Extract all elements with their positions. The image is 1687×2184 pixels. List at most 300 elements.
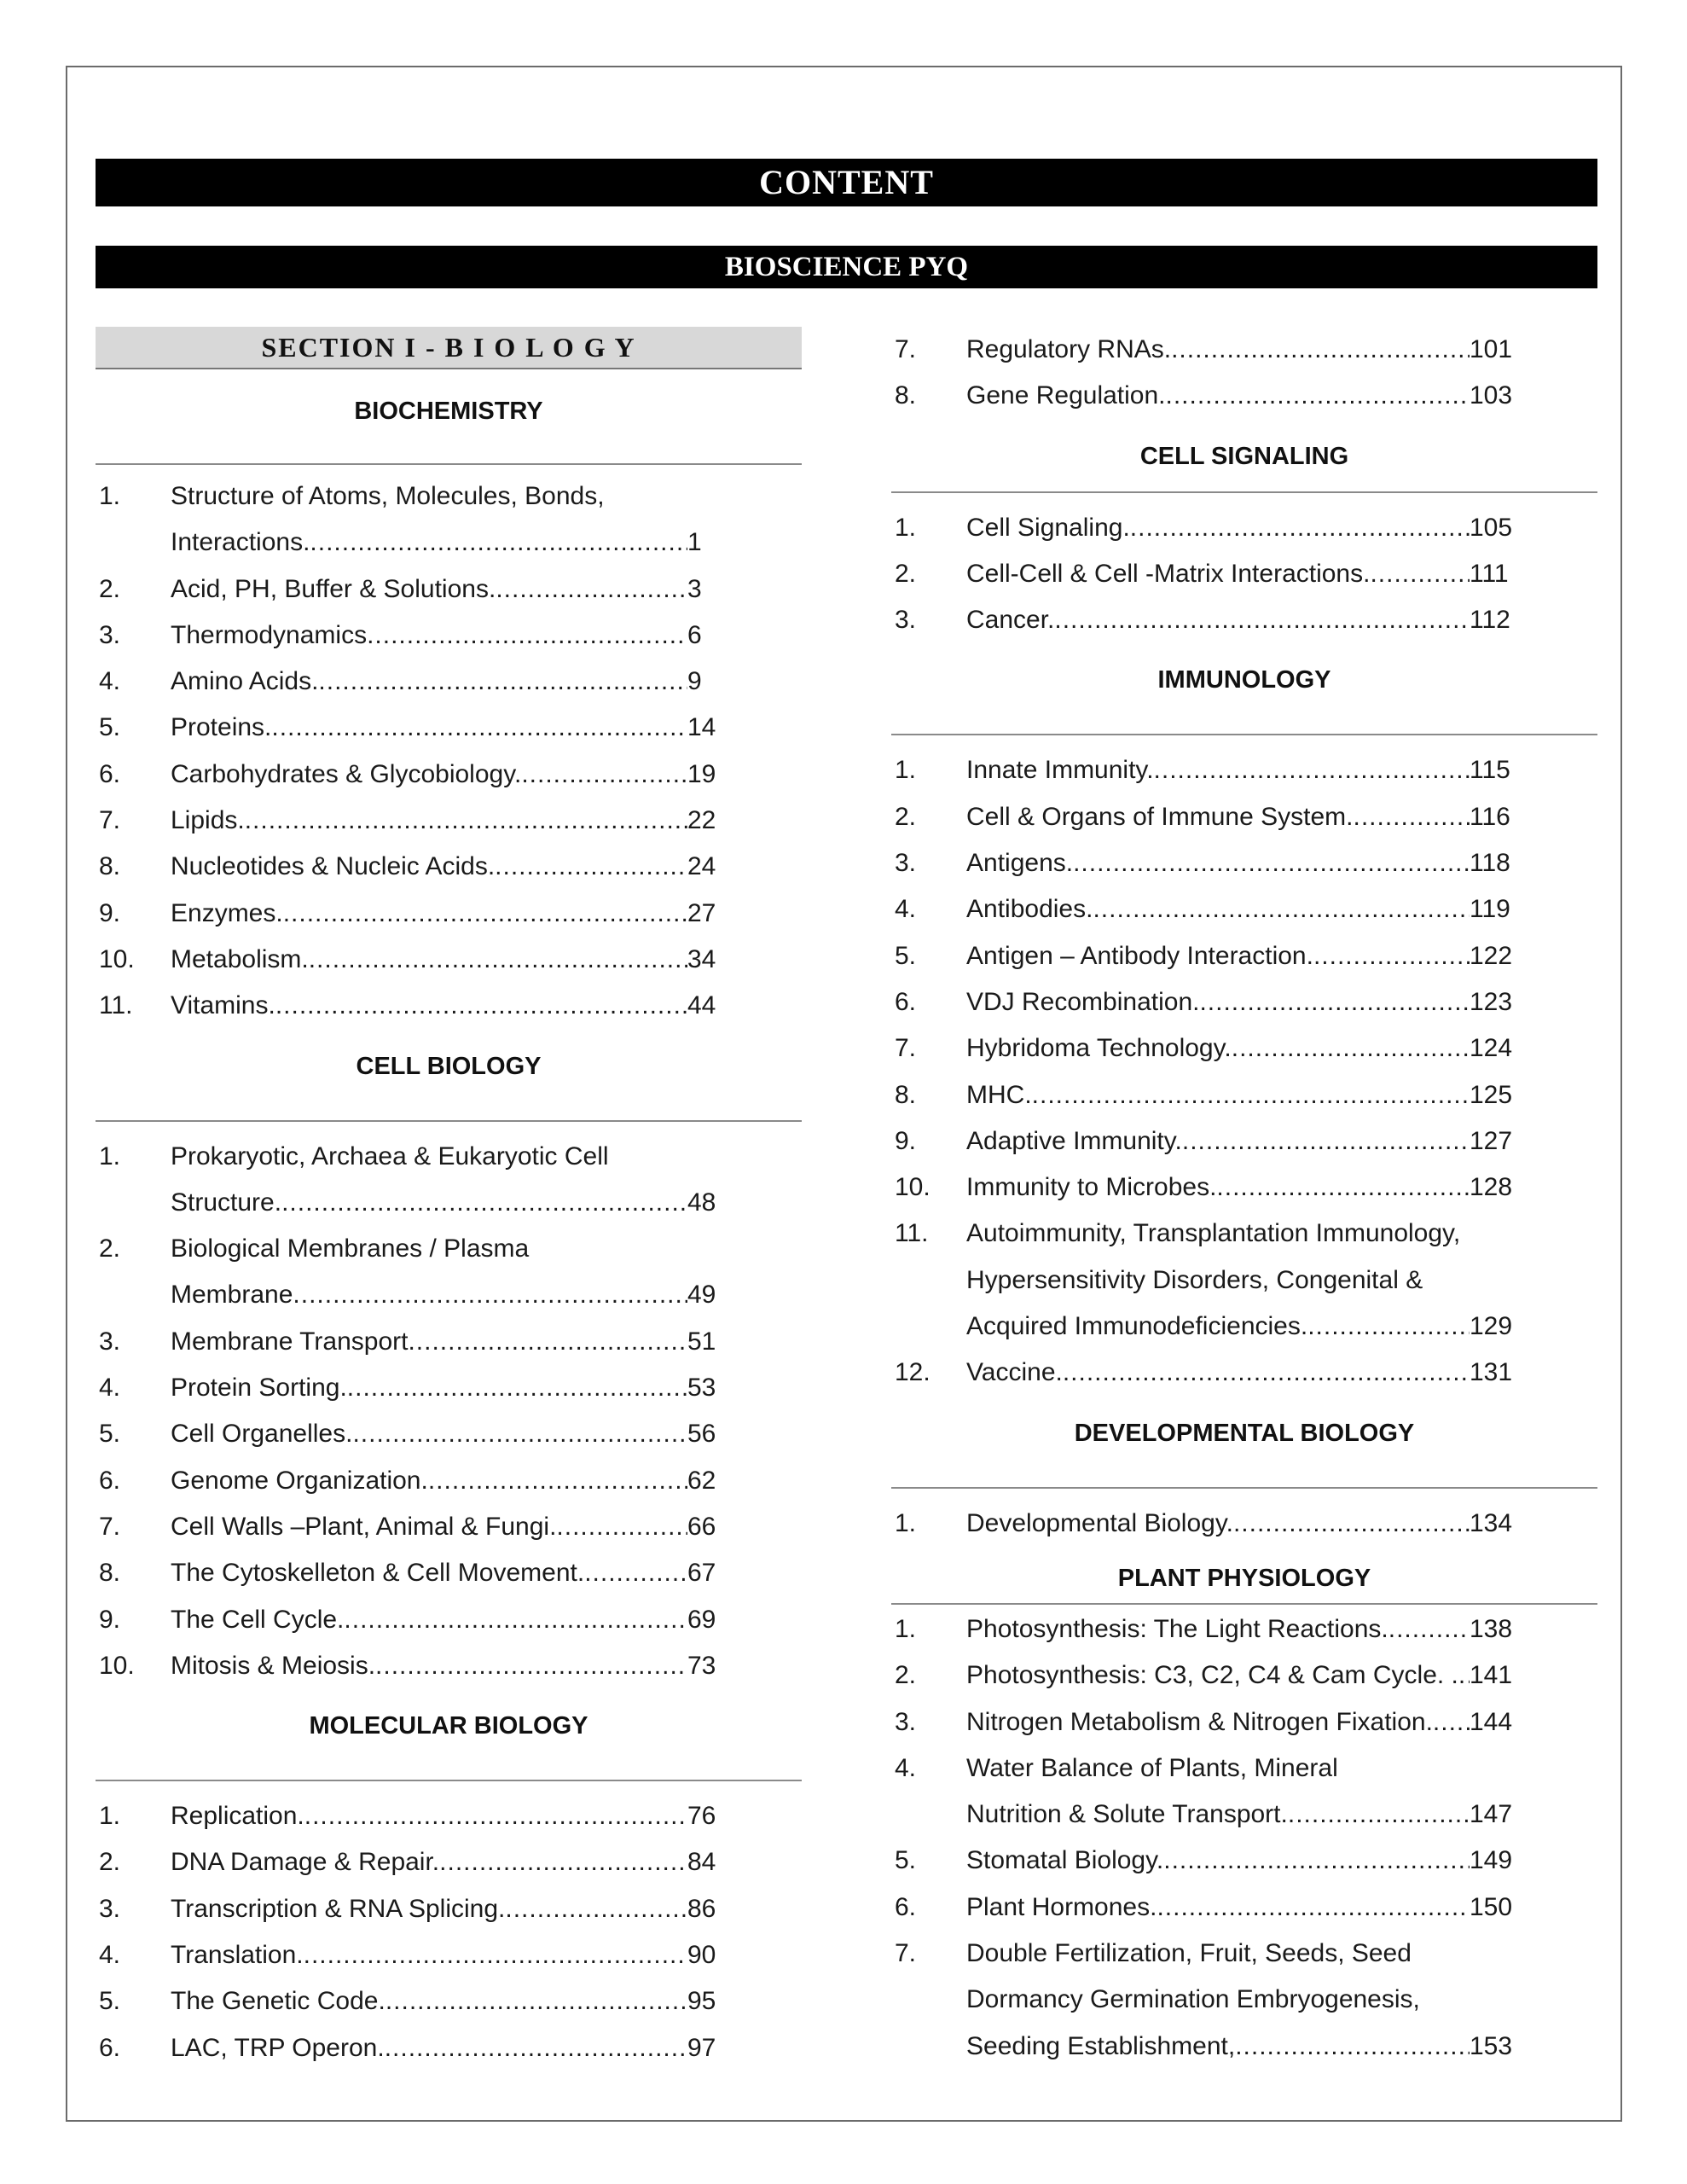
toc-entry-body	[171, 705, 722, 751]
toc-entry-number: 4.	[895, 1753, 917, 1782]
toc-page-number: 27	[687, 898, 716, 927]
toc-entry-line	[171, 1365, 722, 1411]
toc-entry[interactable]	[891, 886, 1597, 932]
toc-entry[interactable]	[891, 373, 1597, 419]
toc-entry-title: Cell Signaling.	[966, 513, 1130, 542]
toc-page-number: 115	[1470, 756, 1510, 785]
toc-entry-body	[171, 1978, 722, 2024]
toc-entry[interactable]	[891, 1745, 1597, 1838]
dot-leader	[1171, 327, 1470, 373]
category-heading-molecular-biology: MOLECULAR BIOLOGY	[96, 1689, 802, 1781]
toc-page-number: 111	[1470, 559, 1509, 588]
dot-leader	[1063, 1350, 1470, 1396]
toc-entry[interactable]	[96, 1886, 802, 1932]
toc-entry-line	[966, 551, 1517, 597]
toc-entry-title: Antigen – Antibody Interaction.	[966, 941, 1313, 970]
toc-page-number: 147	[1470, 1800, 1513, 1829]
toc-entry[interactable]	[891, 1606, 1597, 1653]
toc-entry[interactable]	[891, 1838, 1597, 1884]
toc-entry-title: Membrane	[171, 1281, 293, 1310]
toc-entry[interactable]	[891, 1653, 1597, 1699]
toc-entry[interactable]	[891, 551, 1597, 597]
toc-entry-line	[966, 1653, 1517, 1699]
toc-entry-body	[966, 1211, 1517, 1350]
toc-entry-line	[171, 752, 722, 798]
dot-leader	[1199, 979, 1470, 1025]
toc-page-number: 24	[687, 852, 716, 881]
toc-entry-number: 7.	[895, 1939, 917, 1968]
toc-entry-number: 1.	[99, 482, 121, 510]
toc-page-number: 131	[1470, 1358, 1513, 1387]
toc-entry-number: 4.	[99, 1941, 121, 1970]
toc-entry-title: Photosynthesis: C3, C2, C4 & Cam Cycle. .	[966, 1661, 1458, 1690]
toc-entry-title: Translation.	[171, 1941, 304, 1970]
dot-leader	[428, 1458, 687, 1504]
toc-entry-body	[966, 886, 1517, 932]
toc-entry-line	[171, 1134, 722, 1180]
toc-entry-body	[171, 659, 722, 705]
toc-entry-line	[171, 613, 722, 659]
toc-entry[interactable]	[96, 473, 802, 566]
dot-leader	[521, 752, 687, 798]
toc-page-number: 101	[1470, 335, 1513, 363]
toc-entry-number: 1.	[895, 1508, 917, 1537]
toc-entry-body	[171, 1134, 722, 1227]
dot-leader	[1032, 1072, 1470, 1118]
dot-leader	[1054, 597, 1470, 643]
toc-page-number: 62	[687, 1466, 716, 1495]
toc-entry-number: 5.	[99, 1987, 121, 2016]
toc-entry-title: The Cytoskelleton & Cell Movement.	[171, 1559, 585, 1588]
toc-entry-line	[171, 520, 722, 566]
toc-page-number: 1	[687, 528, 702, 557]
toc-entry[interactable]	[891, 794, 1597, 840]
toc-entry[interactable]	[96, 705, 802, 751]
toc-entry-line	[171, 937, 722, 983]
toc-page-number: 97	[687, 2033, 716, 2062]
toc-page-number: 3	[687, 574, 702, 603]
page-subtitle: BIOSCIENCE PYQ	[96, 246, 1597, 288]
toc-entry-title: Immunity to Microbes.	[966, 1173, 1217, 1202]
toc-entry-title: Prokaryotic, Archaea & Eukaryotic Cell	[171, 1141, 609, 1170]
toc-entry[interactable]	[96, 566, 802, 613]
toc-entry[interactable]	[891, 1025, 1597, 1072]
dot-leader	[1288, 1792, 1470, 1838]
dot-leader	[310, 520, 687, 566]
category-heading-immunology: IMMUNOLOGY	[891, 643, 1597, 735]
dot-leader	[1073, 840, 1470, 886]
toc-page-number: 34	[687, 944, 716, 973]
toc-entry[interactable]	[96, 983, 802, 1029]
toc-entry-line	[966, 1792, 1517, 1838]
dot-leader	[505, 1886, 687, 1932]
category-heading-plant-physiology: PLANT PHYSIOLOGY	[891, 1547, 1597, 1605]
dot-leader	[293, 1272, 687, 1318]
toc-entry-line	[171, 2025, 722, 2071]
toc-page-number: 128	[1470, 1173, 1513, 1202]
toc-entry[interactable]	[891, 933, 1597, 979]
toc-entry-number: 7.	[895, 1034, 917, 1063]
dot-leader	[495, 844, 687, 890]
toc-page-number: 116	[1470, 802, 1510, 831]
toc-entry-number: 12.	[895, 1358, 930, 1387]
dot-leader	[386, 1978, 687, 2024]
toc-list-plant-physiology	[891, 1606, 1597, 2070]
category-heading-cell-signaling: CELL SIGNALING	[891, 420, 1597, 493]
toc-entry-number: 6.	[99, 2033, 121, 2062]
toc-entry-title: Metabolism.	[171, 944, 309, 973]
toc-entry-title: DNA Damage & Repair.	[171, 1848, 440, 1877]
toc-entry-number: 6.	[99, 1466, 121, 1495]
toc-page-number: 144	[1470, 1707, 1513, 1736]
toc-entry[interactable]	[96, 752, 802, 798]
dot-leader	[1307, 1304, 1470, 1350]
toc-entry-title: Vaccine.	[966, 1358, 1063, 1387]
toc-entry-number: 7.	[99, 806, 121, 835]
toc-entry-number: 1.	[99, 1802, 121, 1831]
toc-entry-body	[171, 844, 722, 890]
dot-leader	[318, 659, 687, 705]
toc-entry[interactable]	[891, 1165, 1597, 1211]
toc-entry-line	[171, 1597, 722, 1643]
toc-entry-number: 3.	[99, 1327, 121, 1356]
toc-entry-body	[171, 566, 722, 613]
toc-entry-line	[171, 473, 722, 520]
toc-entry[interactable]	[96, 2025, 802, 2071]
toc-entry-number: 2.	[895, 559, 917, 588]
toc-page-number: 48	[687, 1188, 716, 1217]
toc-entry[interactable]	[96, 891, 802, 937]
dot-leader	[275, 983, 687, 1029]
dot-leader	[347, 1365, 687, 1411]
dot-leader	[1233, 1501, 1470, 1547]
toc-page-number: 134	[1470, 1508, 1513, 1537]
toc-page-number: 6	[687, 620, 702, 649]
toc-list-developmental-biology	[891, 1501, 1597, 1547]
toc-page-number: 76	[687, 1802, 716, 1831]
toc-entry-line	[966, 505, 1517, 551]
toc-entry-title: Nitrogen Metabolism & Nitrogen Fixation.	[966, 1707, 1433, 1736]
dot-leader	[1354, 794, 1470, 840]
toc-entry-title: Biological Membranes / Plasma	[171, 1234, 530, 1263]
toc-entry-title: Genome Organization.	[171, 1466, 428, 1495]
toc-entry[interactable]	[891, 1211, 1597, 1350]
toc-entry-number: 9.	[99, 898, 121, 927]
toc-page-number: 90	[687, 1941, 716, 1970]
toc-entry-line	[171, 1886, 722, 1932]
toc-entry-title: The Cell Cycle.	[171, 1605, 345, 1634]
toc-entry-number: 2.	[895, 802, 917, 831]
toc-entry-title: Acquired Immunodeficiencies.	[966, 1312, 1308, 1341]
toc-entry-line	[966, 1931, 1517, 1977]
toc-entry-body	[171, 1458, 722, 1504]
toc-entry-body	[966, 1931, 1517, 2070]
toc-entry-line	[171, 1272, 722, 1318]
toc-entry[interactable]	[96, 1643, 802, 1689]
toc-entry-title: Mitosis & Meiosis.	[171, 1651, 376, 1680]
toc-entry-title: Antigens.	[966, 849, 1074, 878]
dot-leader	[352, 1411, 687, 1457]
dot-leader	[1433, 1699, 1470, 1745]
dot-leader	[584, 1550, 687, 1596]
dot-leader	[556, 1504, 687, 1550]
left-column	[96, 327, 802, 2071]
toc-entry-title: Cancer.	[966, 606, 1055, 635]
toc-list-immunology	[891, 747, 1597, 1396]
toc-entry-title: Lipids.	[171, 806, 245, 835]
toc-entry-title: Innate Immunity.	[966, 756, 1154, 785]
page-title: CONTENT	[96, 159, 1597, 206]
toc-entry[interactable]	[96, 937, 802, 983]
toc-entry[interactable]	[96, 1839, 802, 1885]
toc-entry-body	[171, 891, 722, 937]
toc-entry-line	[966, 1501, 1517, 1547]
toc-entry-number: 4.	[895, 895, 917, 924]
toc-page-number: 153	[1470, 2031, 1513, 2060]
toc-entry-number: 4.	[99, 1374, 121, 1403]
toc-entry-line	[171, 1932, 722, 1978]
toc-entry[interactable]	[96, 1411, 802, 1457]
toc-entry-title: The Genetic Code.	[171, 1987, 386, 2016]
toc-entry-number: 5.	[99, 1420, 121, 1449]
toc-entry-body	[966, 1165, 1517, 1211]
dot-leader	[1235, 2024, 1470, 2070]
toc-entry-line	[966, 1699, 1517, 1745]
toc-entry[interactable]	[891, 327, 1597, 373]
toc-entry-title: Replication.	[171, 1802, 304, 1831]
toc-entry-line	[171, 1793, 722, 1839]
toc-page-number: 103	[1470, 381, 1513, 410]
toc-entry-number: 5.	[895, 941, 917, 970]
dot-leader	[1182, 1118, 1470, 1165]
toc-entry-line	[171, 1458, 722, 1504]
toc-page-number: 118	[1470, 849, 1510, 878]
toc-page-number: 67	[687, 1559, 716, 1588]
toc-entry[interactable]	[96, 1134, 802, 1227]
toc-entry-title: Acid, PH, Buffer & Solutions.	[171, 574, 496, 603]
toc-entry-line	[171, 1839, 722, 1885]
toc-entry-body	[966, 794, 1517, 840]
toc-entry[interactable]	[96, 1597, 802, 1643]
dot-leader	[375, 1643, 687, 1689]
toc-page-number: 51	[687, 1327, 716, 1356]
toc-entry-body	[966, 1072, 1517, 1118]
toc-entry-title: Seeding Establishment,	[966, 2031, 1236, 2060]
toc-page-number: 69	[687, 1605, 716, 1634]
toc-entry-number: 10.	[895, 1173, 930, 1202]
toc-page-number: 53	[687, 1374, 716, 1403]
toc-entry[interactable]	[96, 613, 802, 659]
toc-entry-number: 3.	[895, 849, 917, 878]
toc-entry-line	[966, 373, 1517, 419]
toc-entry-line	[171, 1180, 722, 1226]
toc-page-number: 66	[687, 1512, 716, 1541]
toc-entry-title: Membrane Transport	[171, 1327, 409, 1356]
dot-leader	[304, 1793, 687, 1839]
toc-entry-number: 11.	[895, 1219, 929, 1248]
toc-entry-body	[966, 1118, 1517, 1165]
toc-entry[interactable]	[96, 798, 802, 844]
toc-entry[interactable]	[891, 1885, 1597, 1931]
toc-entry-title: Cell Walls –Plant, Animal & Fungi.	[171, 1512, 557, 1541]
toc-entry-title: Photosynthesis: The Light Reactions.	[966, 1614, 1388, 1643]
toc-entry-body	[171, 983, 722, 1029]
toc-entry-number: 7.	[895, 335, 917, 363]
toc-entry[interactable]	[96, 1504, 802, 1550]
toc-entry-number: 8.	[895, 1080, 917, 1109]
toc-entry-title: MHC.	[966, 1080, 1032, 1109]
toc-entry-body	[966, 1838, 1517, 1884]
dot-leader	[344, 1597, 687, 1643]
toc-entry-line	[966, 597, 1517, 643]
toc-entry[interactable]	[891, 1501, 1597, 1547]
toc-entry-body	[171, 613, 722, 659]
toc-entry-body	[966, 1025, 1517, 1072]
toc-entry-body	[171, 1365, 722, 1411]
toc-entry-title: Transcription & RNA Splicing.	[171, 1894, 506, 1923]
toc-entry[interactable]	[891, 597, 1597, 643]
toc-entry-number: 3.	[99, 620, 121, 649]
toc-page-number: 19	[687, 759, 716, 788]
toc-entry-body	[966, 933, 1517, 979]
dot-leader	[1216, 1165, 1470, 1211]
toc-entry[interactable]	[891, 1699, 1597, 1745]
toc-entry-line	[966, 1211, 1517, 1257]
toc-page-number: 84	[687, 1848, 716, 1877]
toc-entry-body	[171, 1643, 722, 1689]
toc-entry-number: 5.	[99, 713, 121, 742]
toc-entry[interactable]	[96, 1932, 802, 1978]
toc-entry-body	[966, 1653, 1517, 1699]
toc-entry-line	[171, 566, 722, 613]
toc-entry-title: Regulatory RNAs.	[966, 335, 1172, 363]
toc-entry-number: 10.	[99, 944, 135, 973]
toc-entry-body	[171, 1886, 722, 1932]
toc-page-number: 138	[1470, 1614, 1513, 1643]
toc-entry-number: 8.	[895, 381, 917, 410]
toc-list-molecular-continued	[891, 327, 1597, 420]
toc-entry-title: Adaptive Immunity.	[966, 1126, 1182, 1155]
toc-entry-title: VDJ Recombination.	[966, 987, 1200, 1016]
toc-entry-line	[966, 840, 1517, 886]
toc-entry-title: Dormancy Germination Embryogenesis,	[966, 1985, 1420, 2014]
toc-entry-number: 9.	[895, 1126, 917, 1155]
toc-entry-number: 2.	[99, 574, 121, 603]
dot-leader	[1232, 1025, 1470, 1072]
toc-entry[interactable]	[891, 505, 1597, 551]
toc-page-number: 73	[687, 1651, 716, 1680]
toc-entry-line	[966, 979, 1517, 1025]
toc-list-cell-signaling	[891, 505, 1597, 644]
toc-entry-number: 5.	[895, 1846, 917, 1875]
dot-leader	[283, 891, 687, 937]
toc-entry-line	[966, 747, 1517, 793]
toc-entry-body	[171, 1550, 722, 1596]
toc-entry-body	[171, 1597, 722, 1643]
toc-entry-line	[966, 794, 1517, 840]
toc-entry-body	[966, 327, 1517, 373]
category-heading-biochemistry: BIOCHEMISTRY	[96, 369, 802, 465]
toc-entry-line	[966, 1304, 1517, 1350]
toc-list-molecular-biology	[96, 1793, 802, 2071]
toc-entry-line	[966, 1165, 1517, 1211]
toc-entry[interactable]	[891, 1350, 1597, 1396]
toc-entry-title: Double Fertilization, Fruit, Seeds, Seed	[966, 1939, 1412, 1968]
toc-entry[interactable]	[891, 1931, 1597, 2070]
toc-entry-number: 8.	[99, 852, 121, 881]
toc-page-number: 123	[1470, 987, 1513, 1016]
toc-entry[interactable]	[96, 1793, 802, 1839]
toc-entry[interactable]	[96, 1978, 802, 2024]
toc-entry[interactable]	[891, 840, 1597, 886]
toc-entry-body	[171, 937, 722, 983]
toc-entry-line	[966, 1025, 1517, 1072]
toc-page-number: 125	[1470, 1080, 1513, 1109]
toc-entry-number: 1.	[895, 1614, 917, 1643]
toc-entry[interactable]	[96, 1365, 802, 1411]
dot-leader	[1166, 373, 1470, 419]
toc-entry-number: 10.	[99, 1651, 135, 1680]
dot-leader	[1130, 505, 1470, 551]
toc-entry-title: Antibodies.	[966, 895, 1093, 924]
toc-entry[interactable]	[891, 1072, 1597, 1118]
toc-page-number: 141	[1470, 1661, 1513, 1690]
toc-page-number: 122	[1470, 941, 1513, 970]
category-heading-developmental-biology: DEVELOPMENTAL BIOLOGY	[891, 1397, 1597, 1489]
toc-page-number: 56	[687, 1420, 716, 1449]
toc-entry-number: 2.	[895, 1661, 917, 1690]
toc-page-number: 129	[1470, 1312, 1513, 1341]
toc-entry[interactable]	[96, 844, 802, 890]
toc-entry[interactable]	[96, 1226, 802, 1319]
toc-entry[interactable]	[891, 979, 1597, 1025]
toc-entry[interactable]	[96, 1458, 802, 1504]
dot-leader	[271, 705, 687, 751]
toc-entry-title: Developmental Biology.	[966, 1508, 1233, 1537]
dot-leader	[385, 2025, 687, 2071]
section-title: SECTION I - B I O L O G Y	[96, 327, 802, 369]
toc-entry[interactable]	[96, 1319, 802, 1365]
toc-entry-title: Nutrition & Solute Transport.	[966, 1800, 1288, 1829]
toc-entry-number: 9.	[99, 1605, 121, 1634]
toc-entry-title: Protein Sorting.	[171, 1374, 347, 1403]
toc-page-number: 44	[687, 991, 716, 1020]
toc-entry-title: Interactions.	[171, 528, 310, 557]
toc-entry[interactable]	[891, 747, 1597, 793]
toc-entry[interactable]	[891, 1118, 1597, 1165]
right-column	[891, 327, 1597, 2070]
toc-entry[interactable]	[96, 1550, 802, 1596]
toc-page-number: 14	[687, 713, 716, 742]
toc-entry-body	[171, 1839, 722, 1885]
toc-entry-title: Structure.	[171, 1188, 282, 1217]
toc-entry-title: Cell-Cell & Cell -Matrix Interactions.	[966, 559, 1371, 588]
toc-entry-number: 11.	[99, 991, 133, 1020]
toc-entry-number: 3.	[895, 1707, 917, 1736]
dot-leader	[408, 1319, 687, 1365]
dot-leader	[439, 1839, 687, 1885]
toc-entry-title: Enzymes.	[171, 898, 283, 927]
dot-leader	[496, 566, 687, 613]
toc-entry-line	[171, 1411, 722, 1457]
toc-entry-number: 6.	[99, 759, 121, 788]
toc-entry-title: Autoimmunity, Transplantation Immunology,	[966, 1219, 1461, 1248]
toc-entry-line	[171, 1504, 722, 1550]
toc-entry[interactable]	[96, 659, 802, 705]
toc-list-cell-biology	[96, 1134, 802, 1690]
toc-entry-number: 2.	[99, 1234, 121, 1263]
toc-entry-title: Amino Acids.	[171, 667, 319, 696]
